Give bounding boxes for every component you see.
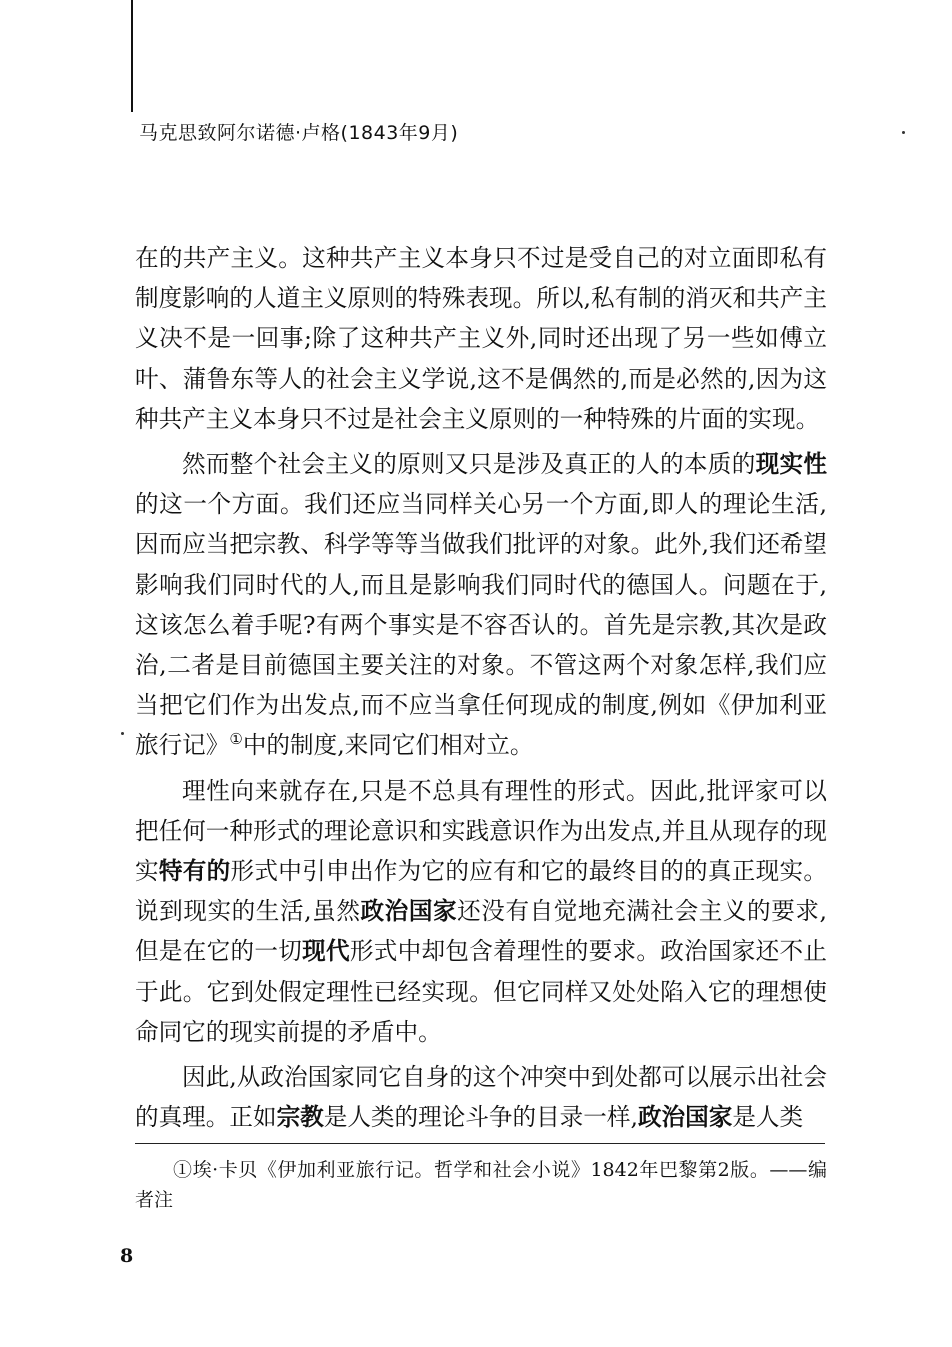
footnote-marker[interactable]: ① [229,730,243,749]
footnote: ①埃·卡贝《伊加利亚旅行记。哲学和社会小说》1842年巴黎第2版。——编者注 [135,1159,827,1211]
emphasis: 特有的 [158,857,231,886]
emphasis: 现实性 [755,450,828,479]
emphasis: 宗教 [276,1103,324,1132]
emphasis: 政治国家 [360,897,458,926]
body-text [135,238,827,1137]
footnote-rule [135,1143,825,1144]
emphasis: 现代 [302,937,350,966]
margin-rule [131,0,133,112]
speck [121,732,124,735]
speck [902,131,905,134]
paragraph-4: 因此,从政治国家同它自身的这个冲突中到处都可以展示出社会的真理。正如宗教是人类的理论斗争的目录一样,政治国家是人类 [135,1063,827,1132]
page-number: 8 [120,1245,134,1267]
paragraph-3: 理性向来就存在,只是不总具有理性的形式。因此,批评家可以把任何一种形式的理论意识和实践意识作为出发点,并且从现存的现实特有的形式中引申出作为它的应有和它的最终目的的真正现实。说到现实的生活,虽然政治国家还没有自觉地充满社会主义的要求,但是在它的一切现代形式中却包含着理性的要求。政治国家还不止于此。它到处假定理性已经实现。但它同样又处处陷入它的理想使命同它的现实前提的矛盾中。 [135,776,828,1046]
running-header: 马克思致阿尔诺德·卢格(1843年9月) [139,122,459,144]
emphasis: 政治国家 [637,1103,733,1132]
paragraph-2: 然而整个社会主义的原则又只是涉及真正的人的本质的现实性的这一个方面。我们还应当同样关心另一个方面,即人的理论生活,因而应当把宗教、科学等等当做我们批评的对象。此外,我们还希望影响我们同时代的人,而且是影响我们同时代的德国人。问题在于,这该怎么着手呢?有两个事实是不容否认的。首先是宗教,其次是政治,二者是目前德国主要关注的对象。不管这两个对象怎样,我们应当把它们作为出发点,而不应当拿任何现成的制度,例如《伊加利亚旅行记》①中的制度,来同它们相对立。 [135,450,828,760]
paragraph-1: 在的共产主义。这种共产主义本身只不过是受自己的对立面即私有制度影响的人道主义原则的特殊表现。所以,私有制的消灭和共产主义决不是一回事;除了这种共产主义外,同时还出现了另一些如傅立叶、蒲鲁东等人的社会主义学说,这不是偶然的,而是必然的,因为这种共产主义本身只不过是社会主义原则的一种特殊的片面的实现。 [135,244,827,433]
